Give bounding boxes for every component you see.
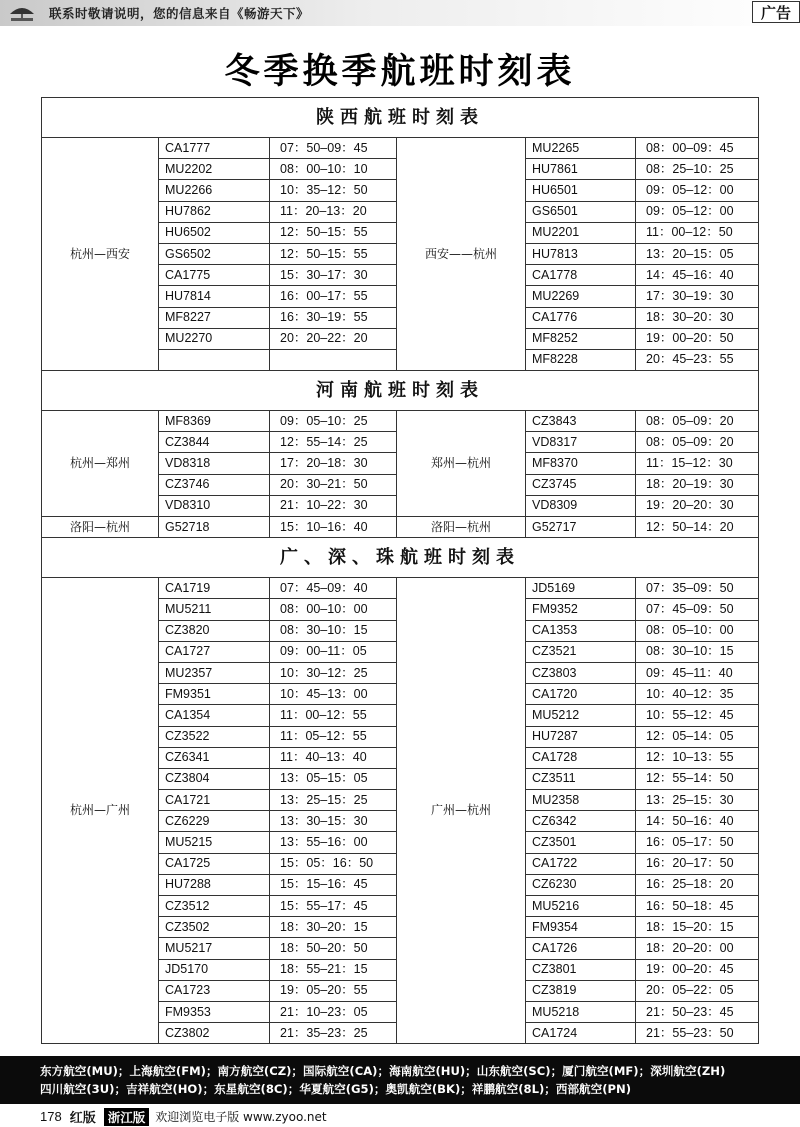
route-return: 洛阳—杭州 [397,517,526,538]
flight-number: HU6501 [526,180,636,201]
flight-number: G52718 [159,517,270,538]
flight-time: 07：45–09：40 [270,578,397,599]
flight-time [270,349,397,370]
province-badge: 浙江版 [104,1108,150,1126]
flight-time: 10：40–12：35 [636,684,759,705]
flight-number: MU2266 [159,180,270,201]
flight-number: MU5216 [526,896,636,917]
flight-time: 07：50–09：45 [270,138,397,159]
flight-time: 12：50–15：55 [270,222,397,243]
flight-time: 12：55–14：25 [270,432,397,453]
flight-time: 09：45–11：40 [636,662,759,683]
flight-number: CZ3512 [159,896,270,917]
flight-time: 13：25–15：25 [270,790,397,811]
website-link[interactable]: 欢迎浏览电子版 www.zyoo.net [155,1110,327,1124]
flight-row [42,411,759,432]
flight-time: 12：55–14：50 [636,768,759,789]
flight-number: CZ3521 [526,641,636,662]
flight-number: G52717 [526,517,636,538]
airline-codes-line: 四川航空(3U)；吉祥航空(HO)；东星航空(8C)；华夏航空(G5)；奥凯航空(BK)；祥鹏航空(8L)；西部航空(PN) [40,1082,632,1096]
flight-number: CA1719 [159,578,270,599]
flight-time: 19：00–20：50 [636,328,759,349]
flight-time: 13：25–15：30 [636,790,759,811]
flight-number: CZ6341 [159,747,270,768]
flight-time: 09：05–12：00 [636,201,759,222]
flight-row [42,517,759,538]
flight-time: 13：20–15：05 [636,243,759,264]
route-outbound: 洛阳—杭州 [42,517,159,538]
section-heading: 陕西航班时刻表 [42,98,759,138]
flight-time: 08：25–10：25 [636,159,759,180]
flight-number: VD8318 [159,453,270,474]
flight-number: MF8369 [159,411,270,432]
flight-number: MU2358 [526,790,636,811]
flight-number: CZ3501 [526,832,636,853]
flight-number: FM9354 [526,917,636,938]
flight-number: GS6502 [159,243,270,264]
flight-time: 15：10–16：40 [270,517,397,538]
flight-number: CZ3803 [526,662,636,683]
flight-time: 12：05–14：05 [636,726,759,747]
flight-number: CZ3511 [526,768,636,789]
flight-time: 09：05–12：00 [636,180,759,201]
flight-time: 11：05–12：55 [270,726,397,747]
page-footer [0,1106,800,1127]
flight-time: 18：20–19：30 [636,474,759,495]
flight-row [42,578,759,599]
flight-row [42,138,759,159]
flight-number: MU5217 [159,938,270,959]
flight-number: CA1726 [526,938,636,959]
flight-number: CA1722 [526,853,636,874]
flight-time: 08：00–09：45 [636,138,759,159]
flight-time: 20：30–21：50 [270,474,397,495]
flight-time: 15：05：16：50 [270,853,397,874]
flight-number: MU2265 [526,138,636,159]
flight-time: 21：35–23：25 [270,1023,397,1044]
flight-time: 15：55–17：45 [270,896,397,917]
section-header-row [42,98,759,138]
flight-number: HU7862 [159,201,270,222]
flight-time: 18：30–20：30 [636,307,759,328]
flight-time: 08：30–10：15 [636,641,759,662]
flight-number: FM9352 [526,599,636,620]
flight-number: CZ3804 [159,768,270,789]
flight-number: MU5212 [526,705,636,726]
flight-number: FM9353 [159,1001,270,1022]
flight-time: 16：30–19：55 [270,307,397,328]
flight-number: CA1728 [526,747,636,768]
flight-number: HU7814 [159,286,270,307]
flight-number: MU5211 [159,599,270,620]
flight-time: 09：00–11：05 [270,641,397,662]
flight-number: CA1721 [159,790,270,811]
section-heading: 广、深、珠航班时刻表 [42,538,759,578]
route-return: 郑州—杭州 [397,411,526,517]
flight-number: MF8227 [159,307,270,328]
flight-number: CZ3844 [159,432,270,453]
edition-label: 红版 [69,1111,96,1126]
ad-label: 广告 [752,1,800,23]
flight-number: CZ3745 [526,474,636,495]
flight-number: HU6502 [159,222,270,243]
flight-time: 08：30–10：15 [270,620,397,641]
flight-time: 15：30–17：30 [270,265,397,286]
flight-time: 14：45–16：40 [636,265,759,286]
flight-time: 16：00–17：55 [270,286,397,307]
flight-time: 13：55–16：00 [270,832,397,853]
flight-time: 16：25–18：20 [636,874,759,895]
flight-number: CZ6229 [159,811,270,832]
flight-number: MU2269 [526,286,636,307]
flight-time: 11：15–12：30 [636,453,759,474]
flight-time: 07：45–09：50 [636,599,759,620]
flight-time: 18：15–20：15 [636,917,759,938]
flight-number: JD5169 [526,578,636,599]
page-title: 冬季换季航班时刻表 [224,51,576,92]
flight-number: GS6501 [526,201,636,222]
flight-time: 18：55–21：15 [270,959,397,980]
flight-number: MU2357 [159,662,270,683]
flight-time: 12：50–14：20 [636,517,759,538]
route-return: 西安——杭州 [397,138,526,371]
flight-time: 12：10–13：55 [636,747,759,768]
flight-time: 16：50–18：45 [636,896,759,917]
section-header-row [42,371,759,411]
flight-time: 20：45–23：55 [636,349,759,370]
flight-time: 08：00–10：10 [270,159,397,180]
flight-time: 15：15–16：45 [270,874,397,895]
flight-number: CA1720 [526,684,636,705]
flight-time: 11：20–13：20 [270,201,397,222]
flight-time: 21：50–23：45 [636,1001,759,1022]
flight-time: 07：35–09：50 [636,578,759,599]
flight-number: HU7288 [159,874,270,895]
flight-number: MF8228 [526,349,636,370]
flight-time: 17：20–18：30 [270,453,397,474]
flight-time: 11：40–13：40 [270,747,397,768]
flight-number: CA1723 [159,980,270,1001]
flight-number: HU7813 [526,243,636,264]
flight-time: 19：20–20：30 [636,495,759,516]
flight-number: CA1354 [159,705,270,726]
flight-time: 11：00–12：55 [270,705,397,726]
flight-time: 08：05–10：00 [636,620,759,641]
flight-number: VD8317 [526,432,636,453]
flight-number: HU7287 [526,726,636,747]
flight-time: 14：50–16：40 [636,811,759,832]
flight-schedule-table [41,97,759,1044]
flight-number: CA1776 [526,307,636,328]
page-number: 178 [40,1109,62,1124]
flight-time: 10：30–12：25 [270,662,397,683]
umbrella-logo-icon [5,3,39,23]
flight-time: 20：05–22：05 [636,980,759,1001]
top-header-bar [0,0,800,26]
flight-number: HU7861 [526,159,636,180]
flight-number: CA1353 [526,620,636,641]
flight-number: MF8252 [526,328,636,349]
flight-time: 21：10–22：30 [270,495,397,516]
flight-number: CZ3802 [159,1023,270,1044]
flight-time: 19：00–20：45 [636,959,759,980]
flight-number: VD8310 [159,495,270,516]
flight-time: 13：05–15：05 [270,768,397,789]
flight-time: 12：50–15：55 [270,243,397,264]
section-heading: 河南航班时刻表 [42,371,759,411]
flight-number: CZ3502 [159,917,270,938]
flight-number: CA1727 [159,641,270,662]
flight-number: CZ3746 [159,474,270,495]
flight-number: CZ6230 [526,874,636,895]
flight-number: CZ6342 [526,811,636,832]
flight-time: 18：50–20：50 [270,938,397,959]
flight-number: CA1724 [526,1023,636,1044]
flight-number: CA1778 [526,265,636,286]
flight-time: 11：00–12：50 [636,222,759,243]
flight-time: 10：45–13：00 [270,684,397,705]
flight-time: 17：30–19：30 [636,286,759,307]
flight-time: 16：05–17：50 [636,832,759,853]
flight-number: FM9351 [159,684,270,705]
flight-number [159,349,270,370]
flight-number: VD8309 [526,495,636,516]
flight-number: CZ3522 [159,726,270,747]
flight-time: 18：20–20：00 [636,938,759,959]
flight-time: 20：20–22：20 [270,328,397,349]
flight-number: CA1775 [159,265,270,286]
route-outbound: 杭州—广州 [42,578,159,1044]
flight-time: 21：10–23：05 [270,1001,397,1022]
flight-number: CA1777 [159,138,270,159]
flight-time: 16：20–17：50 [636,853,759,874]
route-return: 广州—杭州 [397,578,526,1044]
flight-time: 08：00–10：00 [270,599,397,620]
flight-number: MU2201 [526,222,636,243]
flight-number: MU2202 [159,159,270,180]
flight-number: CZ3820 [159,620,270,641]
airline-codes-line: 东方航空(MU)；上海航空(FM)；南方航空(CZ)；国际航空(CA)；海南航空(HU)；山东航空(SC)；厦门航空(MF)；深圳航空(ZH) [40,1064,726,1078]
flight-number: MU5215 [159,832,270,853]
flight-time: 13：30–15：30 [270,811,397,832]
flight-time: 19：05–20：55 [270,980,397,1001]
flight-time: 08：05–09：20 [636,411,759,432]
flight-number: CA1725 [159,853,270,874]
flight-time: 10：35–12：50 [270,180,397,201]
flight-time: 18：30–20：15 [270,917,397,938]
airline-codes-legend [0,1056,800,1104]
flight-number: MU5218 [526,1001,636,1022]
flight-number: JD5170 [159,959,270,980]
flight-time: 10：55–12：45 [636,705,759,726]
flight-number: MU2270 [159,328,270,349]
flight-number: MF8370 [526,453,636,474]
flight-time: 09：05–10：25 [270,411,397,432]
route-outbound: 杭州—郑州 [42,411,159,517]
header-notice: 联系时敬请说明，您的信息来自《畅游天下》 [49,6,310,21]
flight-number: CZ3801 [526,959,636,980]
flight-time: 08：05–09：20 [636,432,759,453]
flight-number: CZ3819 [526,980,636,1001]
flight-number: CZ3843 [526,411,636,432]
section-header-row [42,538,759,578]
route-outbound: 杭州—西安 [42,138,159,371]
flight-time: 21：55–23：50 [636,1023,759,1044]
